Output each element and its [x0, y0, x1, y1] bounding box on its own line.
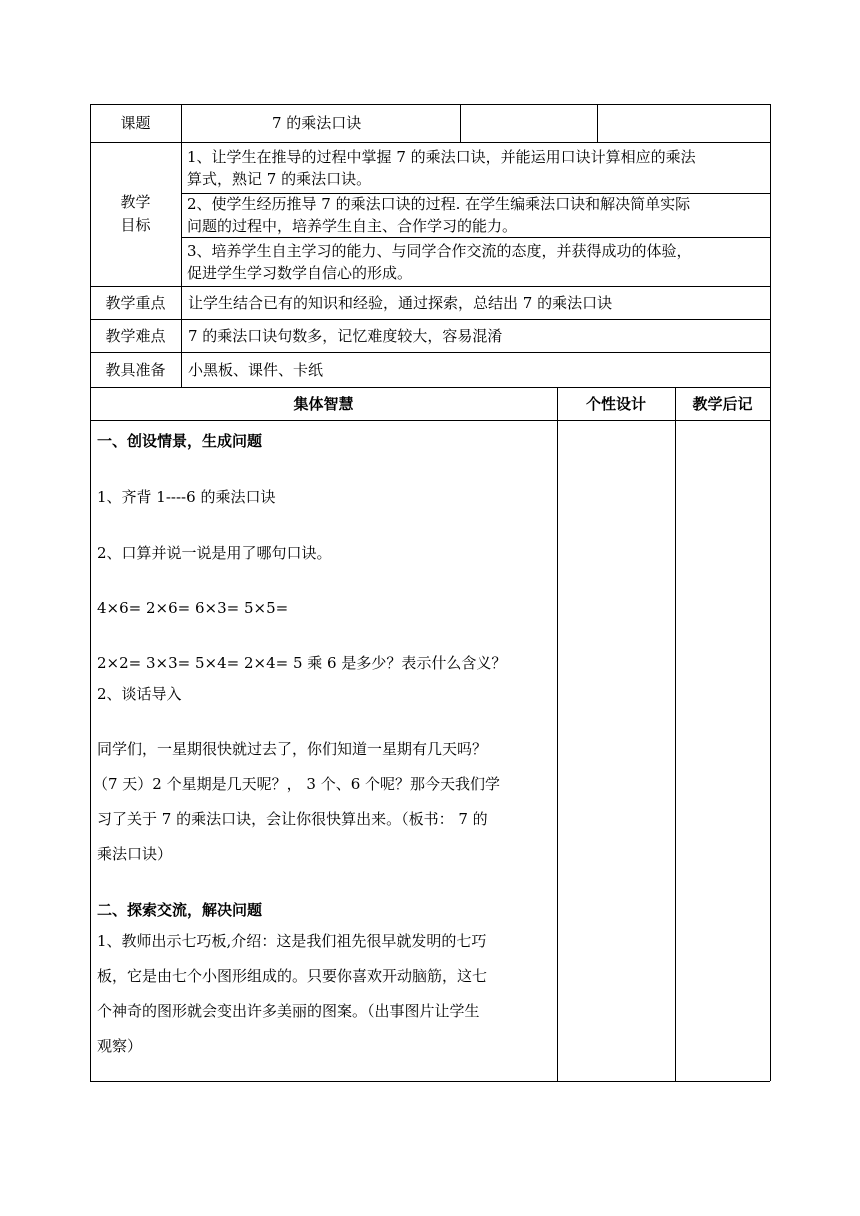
- column-header-collective: 集体智慧: [293, 395, 354, 413]
- topic-label: 课题: [120, 114, 151, 132]
- table-rule: [90, 142, 770, 143]
- column-header-personal: 个性设计: [585, 395, 646, 413]
- paragraph-line: 同学们，一星期很快就过去了，你们知道一星期有几天吗？: [97, 740, 488, 758]
- goal-2-line2: 问题的过程中，培养学生自主、合作学习的能力。: [187, 217, 518, 235]
- difficult-point-label: 教学难点: [105, 327, 166, 345]
- key-point-value: 让学生结合已有的知识和经验，通过探索，总结出 7 的乘法口诀: [188, 294, 613, 312]
- list-item: 2、口算并说一说是用了哪句口诀。: [97, 544, 332, 562]
- column-header-notes: 教学后记: [692, 395, 753, 413]
- paragraph-line: 习了关于 7 的乘法口诀，会让你很快算出来。（板书： 7 的: [97, 810, 488, 828]
- list-item: 2、谈话导入: [97, 685, 182, 703]
- difficult-point-value: 7 的乘法口诀句数多，记忆难度较大，容易混淆: [188, 327, 503, 345]
- topic-value: 7 的乘法口诀: [272, 114, 362, 132]
- section-2-title: 二、探索交流，解决问题: [97, 901, 263, 919]
- goal-2-line1: 2、使学生经历推导 7 的乘法口诀的过程. 在学生编乘法口诀和解决简单实际: [187, 195, 691, 213]
- list-item: 1、齐背 1----6 的乘法口诀: [97, 488, 276, 506]
- goal-3-line2: 促进学生学习数学自信心的形成。: [187, 264, 413, 282]
- table-rule: [675, 387, 676, 1081]
- paragraph-line: 个神奇的图形就会变出许多美丽的图案。（出事图片让学生: [97, 1002, 480, 1020]
- goal-1-line1: 1、让学生在推导的过程中掌握 7 的乘法口诀，并能运用口诀计算相应的乘法: [187, 148, 696, 166]
- table-rule: [181, 104, 182, 387]
- table-rule: [90, 286, 770, 287]
- tools-label: 教具准备: [105, 361, 166, 379]
- calc-line: 2×2= 3×3= 5×4= 2×4= 5 乘 6 是多少？表示什么含义？: [97, 654, 507, 672]
- table-rule: [90, 387, 770, 388]
- section-1-title: 一、创设情景，生成问题: [97, 432, 263, 450]
- goal-1-line2: 算式，熟记 7 的乘法口诀。: [187, 170, 372, 188]
- table-rule: [460, 104, 461, 142]
- paragraph-line: 乘法口诀）: [97, 845, 173, 863]
- table-border-top: [90, 104, 770, 105]
- paragraph-line: 板，它是由七个小图形组成的。只要你喜欢开动脑筋，这七: [97, 967, 488, 985]
- table-border-right: [770, 104, 771, 1081]
- table-rule: [90, 319, 770, 320]
- table-rule: [90, 420, 770, 421]
- paragraph-line: 观察）: [97, 1037, 143, 1055]
- goal-3-line1: 3、培养学生自主学习的能力、与同学合作交流的态度，并获得成功的体验，: [187, 242, 692, 260]
- table-rule: [557, 387, 558, 1081]
- table-rule: [90, 352, 770, 353]
- table-border-bottom: [90, 1081, 770, 1082]
- goals-label-line1: 教学: [120, 193, 151, 211]
- goals-label-line2: 目标: [120, 216, 151, 234]
- table-rule: [597, 104, 598, 142]
- tools-value: 小黑板、课件、卡纸: [188, 361, 324, 379]
- paragraph-line: （7 天）2 个星期是几天呢？， 3 个、6 个呢？那今天我们学: [93, 775, 501, 793]
- key-point-label: 教学重点: [105, 294, 166, 312]
- calc-line: 4×6= 2×6= 6×3= 5×5=: [97, 599, 289, 617]
- table-rule: [181, 237, 770, 238]
- table-border-left: [90, 104, 91, 1081]
- paragraph-line: 1、教师出示七巧板,介绍：这是我们祖先很早就发明的七巧: [97, 932, 487, 950]
